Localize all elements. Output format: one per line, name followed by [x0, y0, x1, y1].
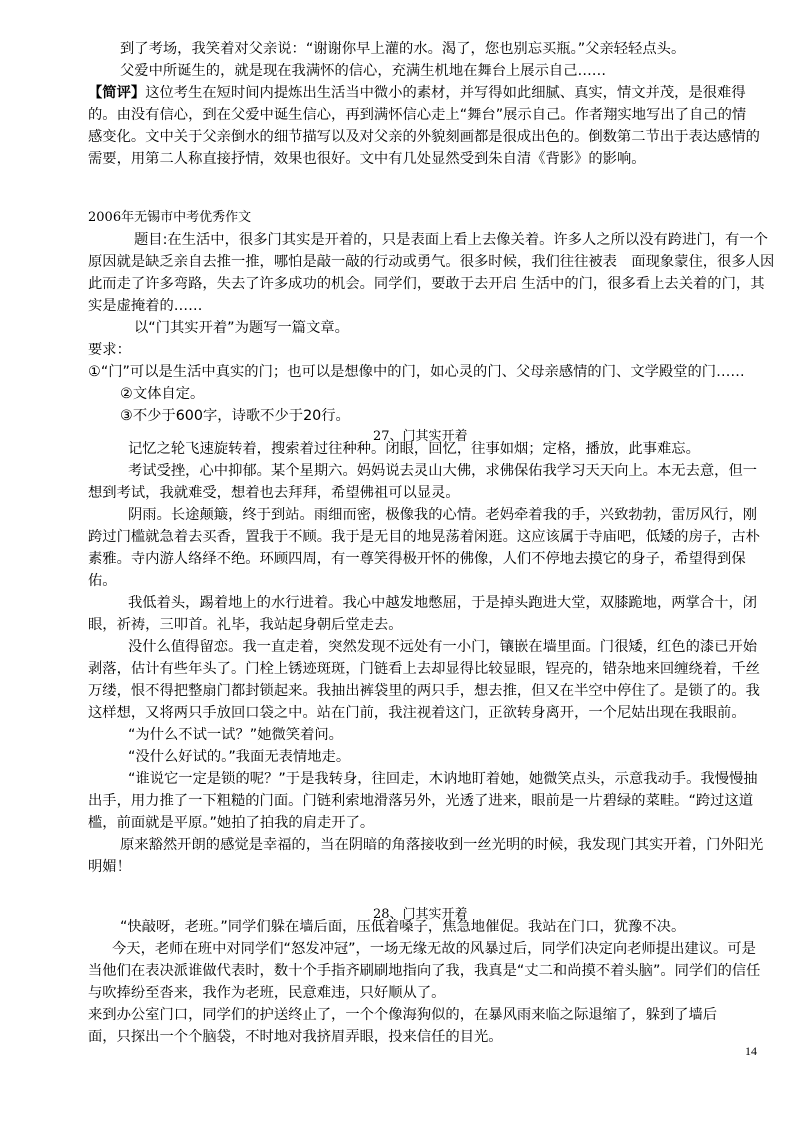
essay-line: 与吹捧纷至沓来，我作为老班，民意难违，只好顺从了。 [88, 985, 446, 1001]
essay-line: 明媚！ [88, 859, 131, 875]
prompt-line: 题目:在生活中，很多门其实是开着的，只是表面上看上去像关着。许多人之所以没有跨进门，有一个 [134, 232, 768, 248]
essay-line: 跨过门槛就急着去买香，置我于不顾。我于是无目的地晃荡着闲逛。这应该属于寺庙吧，低矮的房子，古朴 [88, 529, 760, 545]
essay-line: 我低着头，踢着地上的水行进着。我心中越发地憋屈，于是掉头跑进大堂，双膝跪地，两掌合十，闭 [128, 595, 758, 611]
essay-line: 考试受挫，心中抑郁。某个星期六。妈妈说去灵山大佛，求佛保佑我学习天天向上。本无去意，但一 [128, 463, 758, 479]
paragraph-line: 父爱中所诞生的，就是现在我满怀的信心，充满生机地在舞台上展示自己…… [120, 63, 607, 79]
prompt-line: 实是虚掩着的…… [88, 298, 203, 314]
essay-line: 眼，祈祷，三叩首。礼毕，我站起身朝后堂走去。 [88, 617, 403, 633]
essay-line: 剥落，估计有些年头了。门栓上锈迹斑斑，门链看上去却显得比较显眼，锃亮的，错杂地来回缠绕着，千丝 [88, 661, 760, 677]
essay-line: 想到考试，我就难受，想着也去拜拜，希望佛祖可以显灵。 [88, 485, 460, 501]
essay-line: 记忆之轮飞速旋转着，搜索着过往种种。闭眼，回忆，往事如烟；定格，播放，此事难忘。 [128, 441, 700, 457]
essay-title: 28、门其实开着 [373, 907, 468, 922]
paragraph-line: 到了考场，我笑着对父亲说：“谢谢你早上灌的水。渴了，您也别忘买瓶。”父亲轻轻点头。 [120, 41, 686, 57]
requirement-item: ②文体自定。 [120, 386, 205, 402]
essay-line: 佑。 [88, 573, 117, 589]
section-heading: 2006年无锡市中考优秀作文 [88, 210, 252, 225]
essay-line: 阴雨。长途颠簸，终于到站。雨细而密，极像我的心情。老妈牵着我的手，兴致勃勃，雷厉风行，刚 [128, 507, 758, 523]
essay-line: 这样想，又将两只手放回口袋之中。站在门前，我注视着这门，正欲转身离开，一个尼姑出现在我眼前。 [88, 705, 746, 721]
essay-line: 槛，前面就是平原。”她拍了拍我的肩走开了。 [88, 815, 375, 831]
requirements-label: 要求： [88, 342, 131, 358]
comment-line: 的。由没有信心，到在父爱中诞生信心，再到满怀信心走上“舞台”展示自己。作者翔实地写出了自己的情 [88, 107, 747, 123]
essay-line: “谁说它一定是锁的呢？”于是我转身，往回走，木讷地盯着她，她微笑点头，示意我动手。我慢慢抽 [128, 771, 758, 787]
comment-line: 需要，用第二人称直接抒情，效果也很好。文中有几处显然受到朱自清《背影》的影响。 [88, 151, 646, 167]
requirement-item: ③不少于600字，诗歌不少于20行。 [120, 408, 350, 424]
essay-line: 今天，老师在班中对同学们“怒发冲冠”，一场无缘无故的风暴过后，同学们决定向老师提出建议。可是 [112, 941, 756, 957]
essay-line: “为什么不试一试？”她微笑着问。 [128, 727, 343, 743]
essay-line: “没什么好试的。”我面无表情地走。 [128, 749, 351, 765]
comment-text: 这位考生在短时间内提炼出生活当中微小的素材，并写得如此细腻、真实，情文并茂，是很难得 [145, 85, 746, 101]
essay-line: “快敲呀，老班。”同学们躲在墙后面，压低着嗓子，焦急地催促。我站在门口，犹豫不决。 [120, 919, 686, 935]
essay-line: 素雅。寺内游人络绎不绝。环顾四周，有一尊笑得极开怀的佛像，人们不停地去摸它的身子，希望得到保 [88, 551, 746, 567]
page-number: 14 [745, 1044, 757, 1058]
requirement-item: ①“门”可以是生活中真实的门；也可以是想像中的门，如心灵的门、父母亲感情的门、文学殿堂的门…… [88, 364, 745, 380]
comment-line [88, 82, 746, 104]
essay-line: 出手，用力推了一下粗糙的门面。门链利索地滑落另外，光透了进来，眼前是一片碧绿的菜畦。“跨过这道 [88, 793, 754, 809]
essay-line: 万缕，恨不得把整扇门都封锁起来。我抽出裤袋里的两只手，想去推，但又在半空中停住了。是锁了的。我 [88, 683, 760, 699]
comment-line: 感变化。文中关于父亲倒水的细节描写以及对父亲的外貌刻画都是很成出色的。倒数第二节出于表达感情的 [88, 129, 760, 145]
essay-line: 当他们在表决派谁做代表时，数十个手指齐刷刷地指向了我，我真是“丈二和尚摸不着头脑”。同学们的信任 [88, 963, 761, 979]
comment-tag: 【简评】 [88, 85, 146, 101]
essay-line: 面，只探出一个个脑袋，不时地对我挤眉弄眼，投来信任的目光。 [88, 1029, 503, 1045]
essay-line: 没什么值得留恋。我一直走着，突然发现不远处有一小门，镶嵌在墙里面。门很矮，红色的漆已开始 [128, 639, 758, 655]
essay-line: 来到办公室门口，同学们的护送终止了，一个个像海狗似的，在暴风雨来临之际退缩了，躲到了墙后 [88, 1007, 718, 1023]
essay-line: 原来豁然开朗的感觉是幸福的，当在阴暗的角落接收到一丝光明的时候，我发现门其实开着，门外阳光 [120, 837, 764, 853]
prompt-line: 此而走了许多弯路，失去了许多成功的机会。同学们，要敢于去开启 生活中的门，很多看上去关着的门，其 [88, 276, 765, 292]
prompt-line: 以“门其实开着”为题写一篇文章。 [134, 320, 349, 336]
essay-title: 27、门其实开着 [373, 429, 468, 444]
prompt-line: 原因就是缺乏亲自去推一推，哪怕是敲一敲的行动或勇气。很多时候，我们往往被表 面现象蒙住，很多人因 [88, 254, 775, 270]
